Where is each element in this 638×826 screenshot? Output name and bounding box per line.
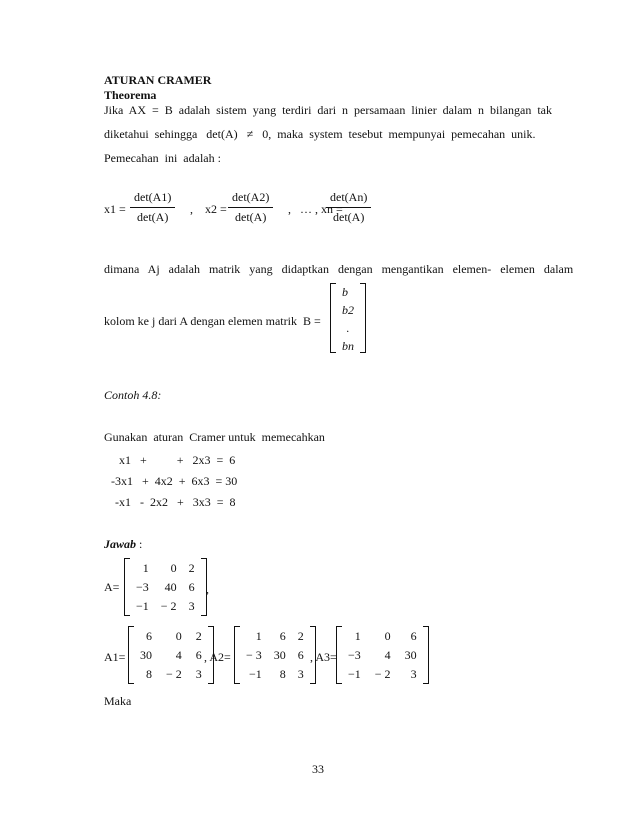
vector-b-cell: . bbox=[346, 321, 350, 335]
maka-text: Maka bbox=[104, 694, 132, 708]
formula-x2-label: x2 = bbox=[205, 202, 227, 216]
theorem-line-1: Jika AX = B adalah sistem yang terdiri dari n persamaan linier dalam n bilangan tak bbox=[104, 103, 552, 117]
fraction-xn-numerator: det(An) bbox=[330, 190, 368, 204]
example-intro: Gunakan aturan Cramer untuk memecahkan bbox=[104, 430, 325, 444]
example-title: Contoh 4.8: bbox=[104, 388, 162, 402]
dimana-line: dimana Aj adalah matrik yang didaptkan dengan mengantikan elemen- elemen dalam bbox=[104, 262, 574, 276]
matrix-a3-label: , A3= bbox=[310, 650, 337, 664]
fraction-x2-denominator: det(A) bbox=[235, 210, 267, 224]
fraction-x2-numerator: det(A2) bbox=[232, 190, 270, 204]
matrix-a1-label: A1= bbox=[104, 650, 126, 664]
formula-separator-1: , bbox=[190, 202, 193, 216]
kolom-line: kolom ke j dari A dengan elemen matrik B = bbox=[104, 314, 321, 328]
fraction-x1 bbox=[130, 190, 175, 225]
matrix-a3: 1 0 6 −3 4 30 −1 − 2 3 bbox=[336, 626, 429, 684]
matrix-a2-label: , A2= bbox=[204, 650, 231, 664]
matrix-a-comma: , bbox=[206, 582, 209, 596]
vector-b-cell: bn bbox=[342, 339, 354, 353]
vector-b-cell: b bbox=[342, 285, 348, 299]
fraction-xn bbox=[326, 190, 371, 225]
theorem-line-2: diketahui sehingga det(A) ≠ 0, maka system tesebut mempunyai pemecahan unik. bbox=[104, 127, 536, 141]
fraction-xn-denominator: det(A) bbox=[333, 210, 365, 224]
page-number: 33 bbox=[312, 762, 324, 776]
formula-x1-label: x1 = bbox=[104, 202, 126, 216]
matrix-a: 1 0 2 −3 40 6 −1 − 2 3 bbox=[124, 558, 207, 616]
fraction-x2 bbox=[228, 190, 273, 225]
fraction-x1-denominator: det(A) bbox=[137, 210, 169, 224]
section-heading: ATURAN CRAMER bbox=[104, 73, 212, 87]
matrix-a1: 6 0 2 30 4 6 8 − 2 3 bbox=[128, 626, 214, 684]
theorem-heading: Theorema bbox=[104, 88, 157, 102]
equation-1: x1 + + 2x3 = 6 bbox=[119, 453, 236, 467]
equation-3: -x1 - 2x2 + 3x3 = 8 bbox=[115, 495, 236, 509]
theorem-line-3: Pemecahan ini adalah : bbox=[104, 151, 221, 165]
vector-b bbox=[330, 283, 366, 353]
fraction-x1-numerator: det(A1) bbox=[134, 190, 172, 204]
jawab-label: Jawab : bbox=[104, 537, 143, 551]
equation-2: -3x1 + 4x2 + 6x3 = 30 bbox=[111, 474, 238, 488]
vector-b-cell: b2 bbox=[342, 303, 354, 317]
formula-separator-2: , … , xn = bbox=[288, 202, 343, 216]
matrix-a-label: A= bbox=[104, 580, 120, 594]
matrix-a2: 1 6 2 − 3 30 6 −1 8 3 bbox=[234, 626, 316, 684]
